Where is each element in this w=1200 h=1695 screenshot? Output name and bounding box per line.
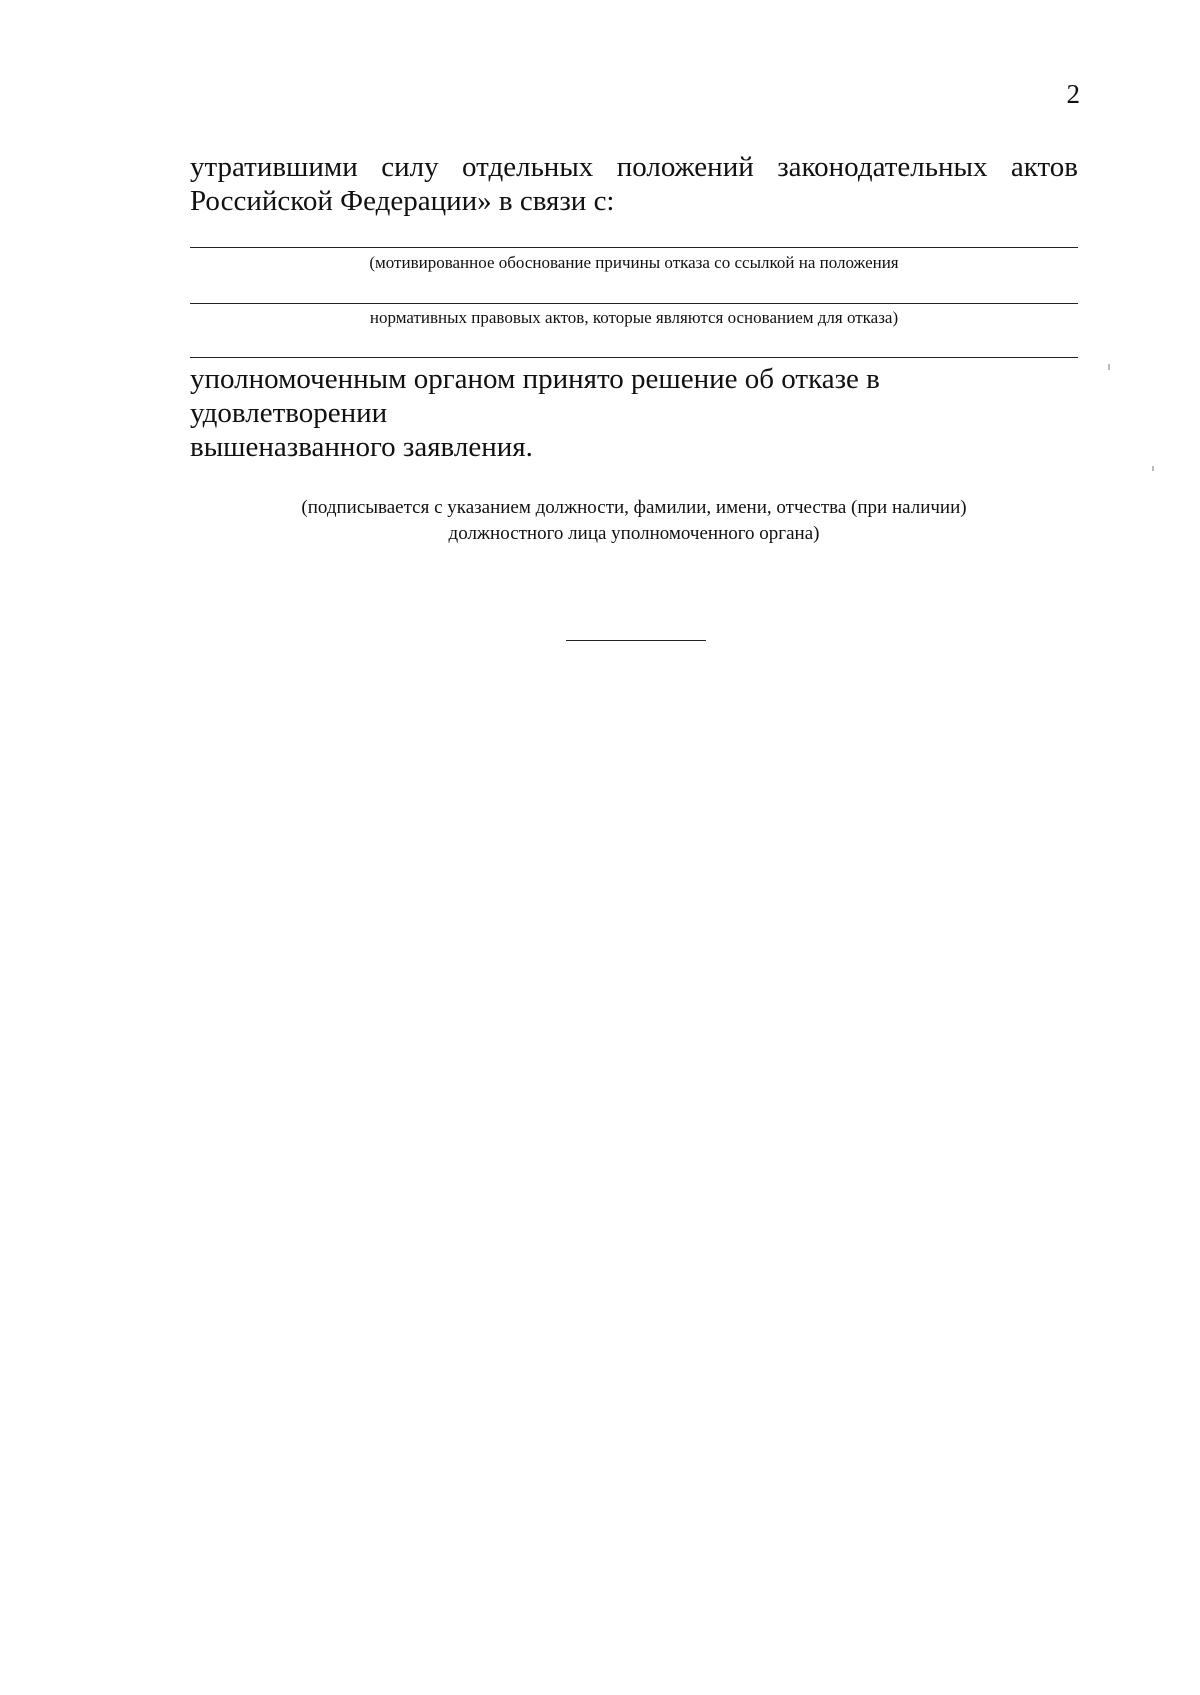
fill-in-line — [190, 247, 1078, 248]
body-text-line: Российской Федерации» в связи с: — [190, 185, 615, 217]
fill-in-line — [190, 303, 1078, 304]
signature-instruction-line: должностного лица уполномоченного органа) — [448, 523, 820, 544]
scan-artifact — [1152, 466, 1154, 471]
body-text-line: утратившими силу отдельных положений законодательных актов — [190, 151, 1078, 183]
body-paragraph-intro — [190, 150, 1078, 218]
body-text-line: вышеназванного заявления. — [190, 431, 533, 463]
field-caption-reason: (мотивированное обоснование причины отказа со ссылкой на положения — [369, 253, 899, 272]
body-text-line: уполномоченным органом принято решение об отказе в удовлетворении — [190, 363, 880, 429]
signature-instruction — [190, 495, 1078, 547]
field-caption-legal-basis: нормативных правовых актов, которые являются основанием для отказа) — [369, 308, 899, 327]
scan-artifact — [1108, 364, 1110, 370]
signature-instruction-line: (подписывается с указанием должности, фамилии, имени, отчества (при наличии) — [301, 497, 967, 518]
document-end-line — [566, 640, 706, 641]
fill-in-line — [190, 357, 1078, 358]
body-paragraph-decision — [190, 362, 1078, 464]
page-number: 2 — [1066, 79, 1080, 109]
